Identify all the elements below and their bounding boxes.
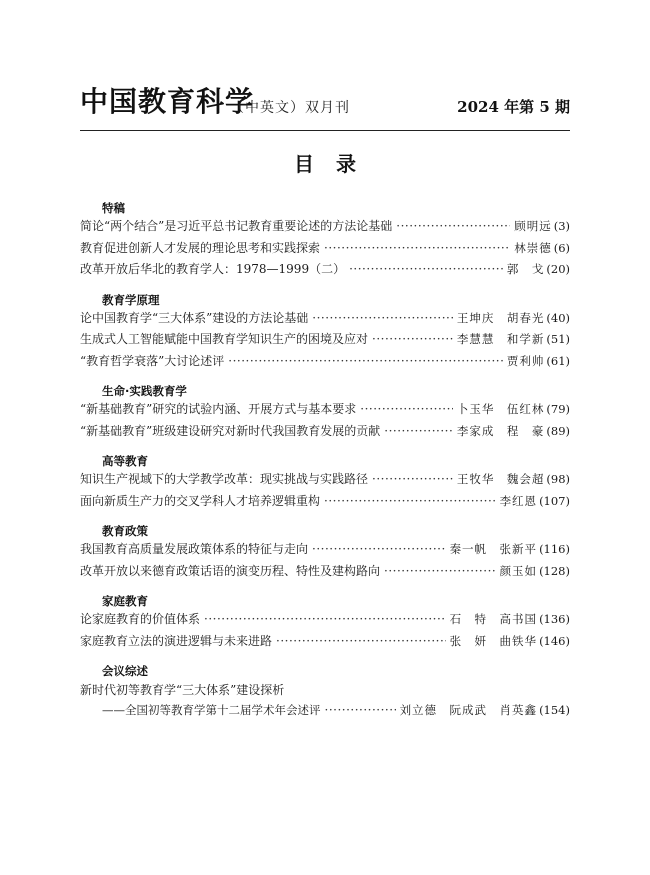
article-title: 生成式人工智能赋能中国教育学知识生产的困境及应对 bbox=[80, 332, 369, 346]
section-heading: 会议综述 bbox=[102, 664, 148, 678]
article-authors: 石 特 高书国 bbox=[449, 612, 538, 626]
section-heading: 高等教育 bbox=[102, 454, 148, 468]
article-title: 论中国教育学“三大体系”建设的方法论基础 bbox=[80, 310, 309, 325]
article-authors: 李红恩 bbox=[499, 493, 538, 508]
toc-section bbox=[80, 292, 570, 374]
toc-section bbox=[80, 663, 570, 723]
leader-dots bbox=[360, 402, 453, 416]
header-rule bbox=[80, 130, 570, 131]
leader-dots bbox=[396, 219, 510, 233]
article-title: 教育促进创新人才发展的理论思考和实践探索 bbox=[80, 240, 321, 255]
toc-section bbox=[80, 523, 570, 583]
article-title: “新基础教育”班级建设研究对新时代我国教育发展的贡献 bbox=[80, 423, 381, 438]
article-authors: 郭 戈 bbox=[506, 262, 545, 276]
toc-entry[interactable] bbox=[80, 260, 570, 282]
toc-entry[interactable] bbox=[80, 352, 570, 374]
article-authors: 张 妍 曲铁华 bbox=[449, 633, 538, 648]
toc-entry[interactable] bbox=[80, 492, 570, 514]
article-title: 面向新质生产力的交叉学科人才培养逻辑重构 bbox=[80, 493, 321, 508]
toc-sections bbox=[80, 200, 570, 733]
page-number: (128) bbox=[539, 563, 570, 578]
article-title: “新基础教育”研究的试验内涵、开展方式与基本要求 bbox=[80, 402, 357, 416]
toc-entry[interactable] bbox=[80, 217, 570, 239]
journal-subtitle: （中英文）双月刊 bbox=[230, 100, 350, 116]
leader-dots bbox=[204, 612, 446, 626]
page-number: (89) bbox=[546, 423, 570, 438]
toc-entry[interactable] bbox=[80, 400, 570, 422]
journal-header bbox=[80, 85, 570, 128]
issue-number: 2024 年第 5 期 bbox=[457, 98, 570, 116]
toc-entry[interactable] bbox=[80, 239, 570, 261]
toc-entry[interactable] bbox=[80, 702, 570, 724]
article-authors: 颜玉如 bbox=[499, 563, 538, 578]
journal-masthead: 中国教育科学 bbox=[80, 85, 255, 118]
page-number: (51) bbox=[546, 332, 570, 346]
page-number: (146) bbox=[539, 633, 570, 648]
article-title: “教育哲学衰落”大讨论述评 bbox=[80, 353, 225, 368]
section-heading: 家庭教育 bbox=[102, 594, 148, 608]
toc-section bbox=[80, 383, 570, 443]
toc-entry[interactable] bbox=[80, 330, 570, 352]
page-number: (40) bbox=[546, 310, 570, 325]
leader-dots bbox=[276, 634, 446, 648]
page-number: (79) bbox=[546, 402, 570, 416]
page-number: (154) bbox=[539, 702, 570, 717]
article-authors: 林崇德 bbox=[514, 240, 552, 255]
toc-entry[interactable] bbox=[80, 540, 570, 562]
article-title: 我国教育高质量发展政策体系的特征与走向 bbox=[80, 542, 309, 556]
article-authors: 卜玉华 伍红林 bbox=[456, 402, 545, 416]
article-authors: 李家成 程 豪 bbox=[456, 423, 545, 438]
section-heading: 生命·实践教育学 bbox=[102, 384, 187, 398]
article-title: 论家庭教育的价值体系 bbox=[80, 612, 201, 626]
page-number: (107) bbox=[539, 493, 570, 508]
toc-entry[interactable] bbox=[80, 610, 570, 632]
leader-dots bbox=[372, 332, 453, 346]
leader-dots bbox=[384, 564, 496, 578]
page-number: (136) bbox=[539, 612, 570, 626]
toc-entry[interactable] bbox=[80, 562, 570, 584]
leader-dots bbox=[372, 472, 453, 486]
article-authors: 贾利帅 bbox=[506, 353, 545, 368]
article-title[interactable]: 新时代初等教育学“三大体系”建设探析 bbox=[80, 683, 285, 697]
toc-entry[interactable] bbox=[80, 470, 570, 492]
article-authors: 李慧慧 和学新 bbox=[456, 332, 545, 346]
leader-dots bbox=[384, 424, 453, 438]
page-number: (3) bbox=[553, 219, 570, 233]
article-authors: 顾明远 bbox=[514, 219, 552, 233]
toc-entry[interactable] bbox=[80, 422, 570, 444]
article-authors: 王坤庆 胡春光 bbox=[456, 310, 545, 325]
section-heading: 教育学原理 bbox=[102, 292, 160, 307]
leader-dots bbox=[228, 354, 503, 368]
leader-dots bbox=[325, 703, 396, 717]
leader-dots bbox=[349, 262, 503, 276]
toc-title: 目录 bbox=[294, 152, 378, 176]
article-title: 简论“两个结合”是习近平总书记教育重要论述的方法论基础 bbox=[80, 219, 393, 233]
leader-dots bbox=[324, 241, 510, 255]
toc-section bbox=[80, 453, 570, 513]
toc-section bbox=[80, 200, 570, 282]
toc-entry[interactable] bbox=[80, 309, 570, 331]
page-number: (61) bbox=[546, 353, 570, 368]
article-authors: 刘立德 阮成武 肖英鑫 bbox=[399, 702, 538, 717]
leader-dots bbox=[324, 494, 496, 508]
leader-dots bbox=[312, 311, 453, 325]
page-number: (98) bbox=[546, 472, 570, 486]
page-number: (6) bbox=[553, 240, 570, 255]
article-authors: 秦一帆 张新平 bbox=[449, 542, 538, 556]
article-title: 改革开放后华北的教育学人：1978—1999（二） bbox=[80, 262, 346, 276]
page-number: (116) bbox=[539, 542, 570, 556]
article-title: 改革开放以来德育政策话语的演变历程、特性及建构路向 bbox=[80, 563, 381, 578]
article-authors: 王牧华 魏会超 bbox=[456, 472, 545, 486]
article-title: 家庭教育立法的演进逻辑与未来进路 bbox=[80, 633, 273, 648]
article-subtitle: ——全国初等教育学第十二届学术年会述评 bbox=[102, 702, 321, 717]
toc-section bbox=[80, 593, 570, 653]
leader-dots bbox=[312, 542, 446, 556]
page-number: (20) bbox=[546, 262, 570, 276]
section-heading: 教育政策 bbox=[102, 524, 148, 538]
section-heading: 特稿 bbox=[102, 201, 125, 215]
article-title: 知识生产视域下的大学教学改革：现实挑战与实践路径 bbox=[80, 472, 369, 486]
toc-entry[interactable] bbox=[80, 632, 570, 654]
